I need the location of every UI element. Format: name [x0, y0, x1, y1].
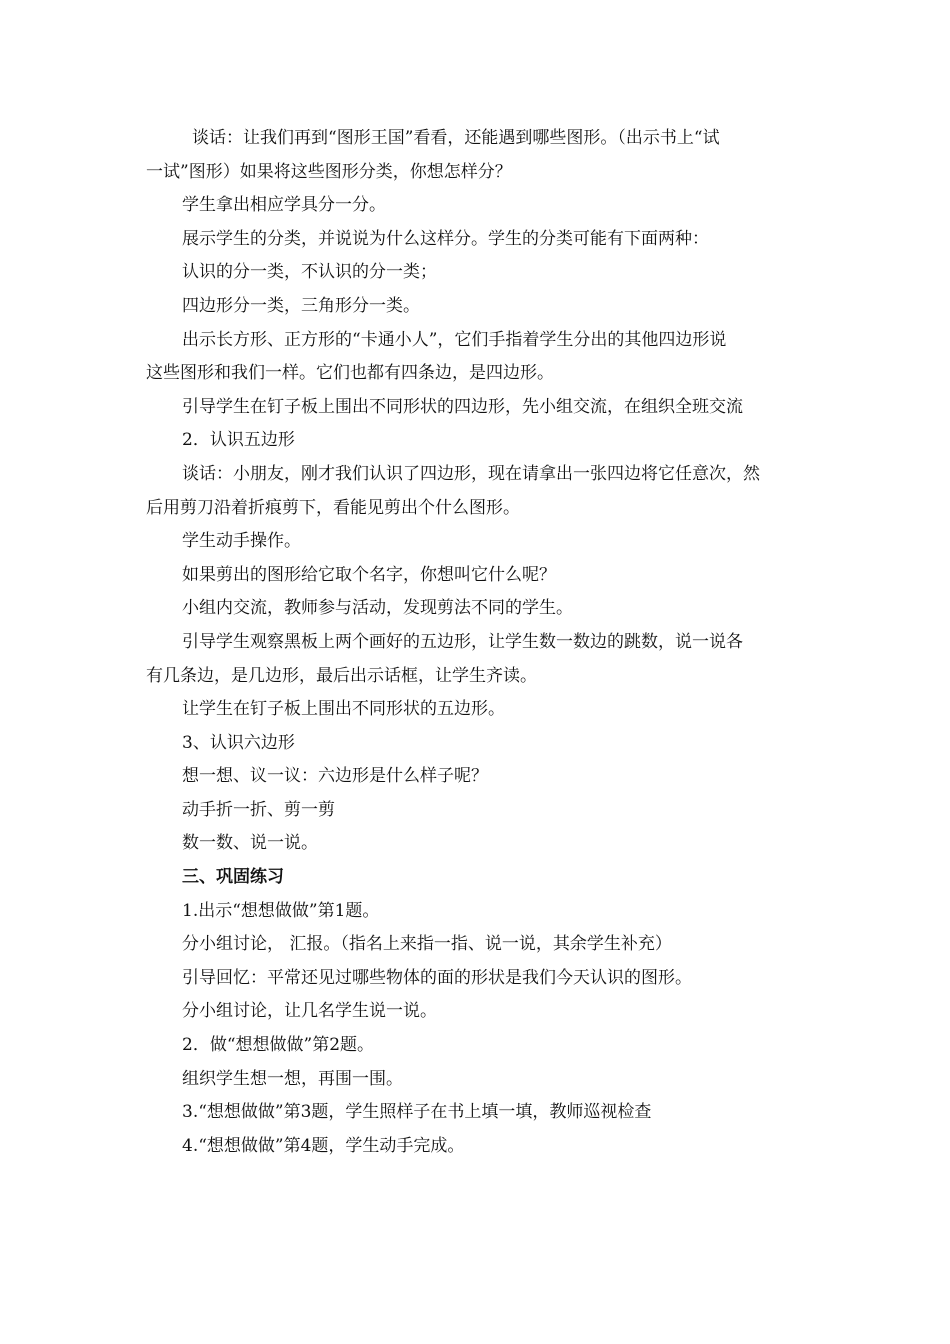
subsection-heading: 3、认识六边形 — [182, 732, 295, 753]
paragraph-line: 引导学生观察黑板上两个画好的五边形，让学生数一数边的跳数，说一说各 — [182, 631, 743, 652]
paragraph-line: 学生动手操作。 — [182, 531, 301, 552]
paragraph-line: 展示学生的分类，并说说为什么这样分。学生的分类可能有下面两种： — [182, 228, 709, 249]
paragraph-line: 分小组讨论， 汇报。（指名上来指一指、说一说，其余学生补充） — [182, 934, 672, 955]
paragraph-line: 组织学生想一想，再围一围。 — [182, 1068, 403, 1089]
paragraph-line: 数一数、说一说。 — [182, 833, 318, 854]
paragraph-line: 4.“想想做做”第4题，学生动手完成。 — [182, 1135, 465, 1156]
paragraph-line: 后用剪刀沿着折痕剪下，看能见剪出个什么图形。 — [146, 497, 520, 518]
paragraph-line: 2．做“想想做做”第2题。 — [182, 1035, 375, 1056]
paragraph-line: 动手折一折、剪一剪 — [182, 799, 335, 820]
paragraph-line: 四边形分一类，三角形分一类。 — [182, 295, 420, 316]
paragraph-line: 有几条边，是几边形，最后出示话框，让学生齐读。 — [146, 665, 537, 686]
paragraph-line: 一试”图形）如果将这些图形分类，你想怎样分？ — [146, 161, 512, 182]
subsection-heading: 2．认识五边形 — [182, 430, 295, 451]
paragraph-line: 想一想、议一议：六边形是什么样子呢？ — [182, 766, 488, 787]
paragraph-line: 分小组讨论，让几名学生说一说。 — [182, 1001, 437, 1022]
paragraph-line: 1.出示“想想做做”第1题。 — [182, 900, 380, 921]
paragraph-line: 谈话：让我们再到“图形王国”看看，还能遇到哪些图形。（出示书上“试 — [192, 128, 720, 148]
paragraph-line: 小组内交流，教师参与活动，发现剪法不同的学生。 — [182, 598, 573, 619]
paragraph-line: 学生拿出相应学具分一分。 — [182, 195, 386, 216]
paragraph-line: 谈话：小朋友，刚才我们认识了四边形，现在请拿出一张四边将它任意次，然 — [182, 463, 760, 484]
paragraph-line: 引导学生在钉子板上围出不同形状的四边形，先小组交流，在组织全班交流 — [182, 396, 743, 417]
paragraph-line: 认识的分一类，不认识的分一类； — [182, 262, 437, 283]
paragraph-line: 3.“想想做做”第3题，学生照样子在书上填一填，教师巡视检查 — [182, 1102, 652, 1123]
paragraph-line: 引导回忆：平常还见过哪些物体的面的形状是我们今天认识的图形。 — [182, 967, 692, 988]
paragraph-line: 出示长方形、正方形的“卡通小人”，它们手指着学生分出的其他四边形说 — [182, 329, 727, 350]
paragraph-line: 让学生在钉子板上围出不同形状的五边形。 — [182, 699, 505, 720]
document-body — [146, 122, 808, 1163]
section-heading: 三、巩固练习 — [182, 867, 284, 888]
paragraph-line: 如果剪出的图形给它取个名字，你想叫它什么呢？ — [182, 564, 556, 585]
paragraph-line: 这些图形和我们一样。它们也都有四条边，是四边形。 — [146, 363, 554, 384]
